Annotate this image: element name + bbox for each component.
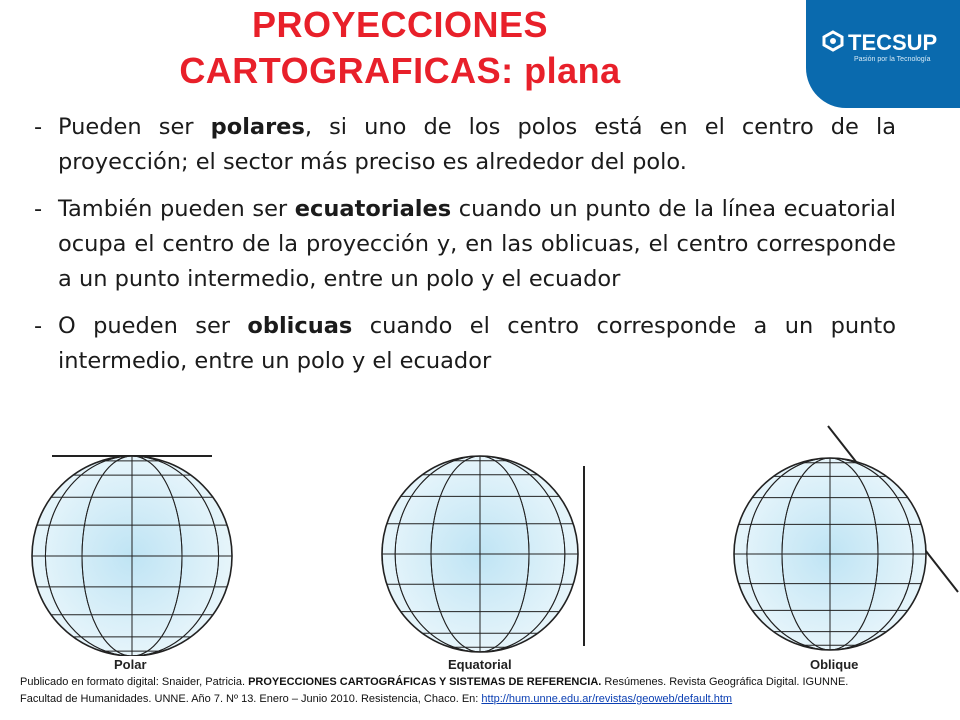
oblique-globe-diagram bbox=[730, 424, 960, 658]
title-line-1: PROYECCIONES bbox=[251, 4, 549, 45]
bullet-dash: - bbox=[34, 313, 43, 339]
bullet-text-after: cuando un punto de la línea ecuatorial ocupa el centro de la proyección y, en las oblicuas, el centro corresponde a un punto intermedio, entre un polo y el ecuador bbox=[58, 196, 897, 292]
tecsup-mark-icon bbox=[822, 30, 844, 52]
globe-grid bbox=[734, 458, 926, 650]
equatorial-globe-diagram bbox=[380, 446, 610, 656]
slide-title bbox=[0, 2, 800, 94]
bullet-bold-term: ecuatoriales bbox=[294, 196, 452, 222]
citation-title: PROYECCIONES CARTOGRÁFICAS Y SISTEMAS DE REFERENCIA. bbox=[248, 676, 602, 688]
citation-line-1 bbox=[20, 674, 950, 691]
bullet-dash: - bbox=[34, 114, 43, 140]
logo-text: TECSUP bbox=[848, 30, 938, 55]
citation-source: Facultad de Humanidades. UNNE. Año 7. Nº 13. Enero – Junio 2010. Resistencia, Chaco. En: bbox=[20, 693, 482, 705]
citation bbox=[20, 674, 950, 708]
bullet-bold-term: oblicuas bbox=[247, 313, 353, 339]
bullet-oblicuas bbox=[34, 309, 896, 379]
citation-link[interactable]: http://hum.unne.edu.ar/revistas/geoweb/default.htm bbox=[481, 693, 733, 705]
logo-tagline: Pasión por la Tecnología bbox=[854, 56, 931, 63]
bullet-text-after: , si uno de los polos está en el centro de la proyección; el sector más preciso es alrededor del polo. bbox=[58, 114, 897, 175]
title-line-2: CARTOGRAFICAS: plana bbox=[179, 50, 621, 91]
bullet-bold-term: polares bbox=[210, 114, 305, 140]
globe-label-equatorial: Equatorial bbox=[448, 657, 512, 672]
citation-line-2 bbox=[20, 691, 950, 708]
globe-label-oblique: Oblique bbox=[810, 657, 859, 672]
bullet-text-before: O pueden ser bbox=[58, 313, 248, 339]
globe-grid bbox=[382, 456, 578, 652]
bullet-text-before: Pueden ser bbox=[58, 114, 211, 140]
bullet-polares bbox=[34, 110, 896, 180]
citation-prefix: Publicado en formato digital: Snaider, Patricia. bbox=[20, 676, 249, 688]
globe-grid bbox=[32, 456, 232, 656]
polar-globe-diagram bbox=[22, 446, 242, 656]
citation-suffix: Resúmenes. Revista Geográfica Digital. IGUNNE. bbox=[601, 676, 849, 688]
bullet-text-before: También pueden ser bbox=[58, 196, 295, 222]
bullet-dash: - bbox=[34, 196, 43, 222]
bullet-ecuatoriales bbox=[34, 192, 896, 297]
globe-label-polar: Polar bbox=[114, 657, 147, 672]
bullet-list bbox=[34, 110, 896, 391]
bullet-text-after: cuando el centro corresponde a un punto intermedio, entre un polo y el ecuador bbox=[58, 313, 896, 374]
